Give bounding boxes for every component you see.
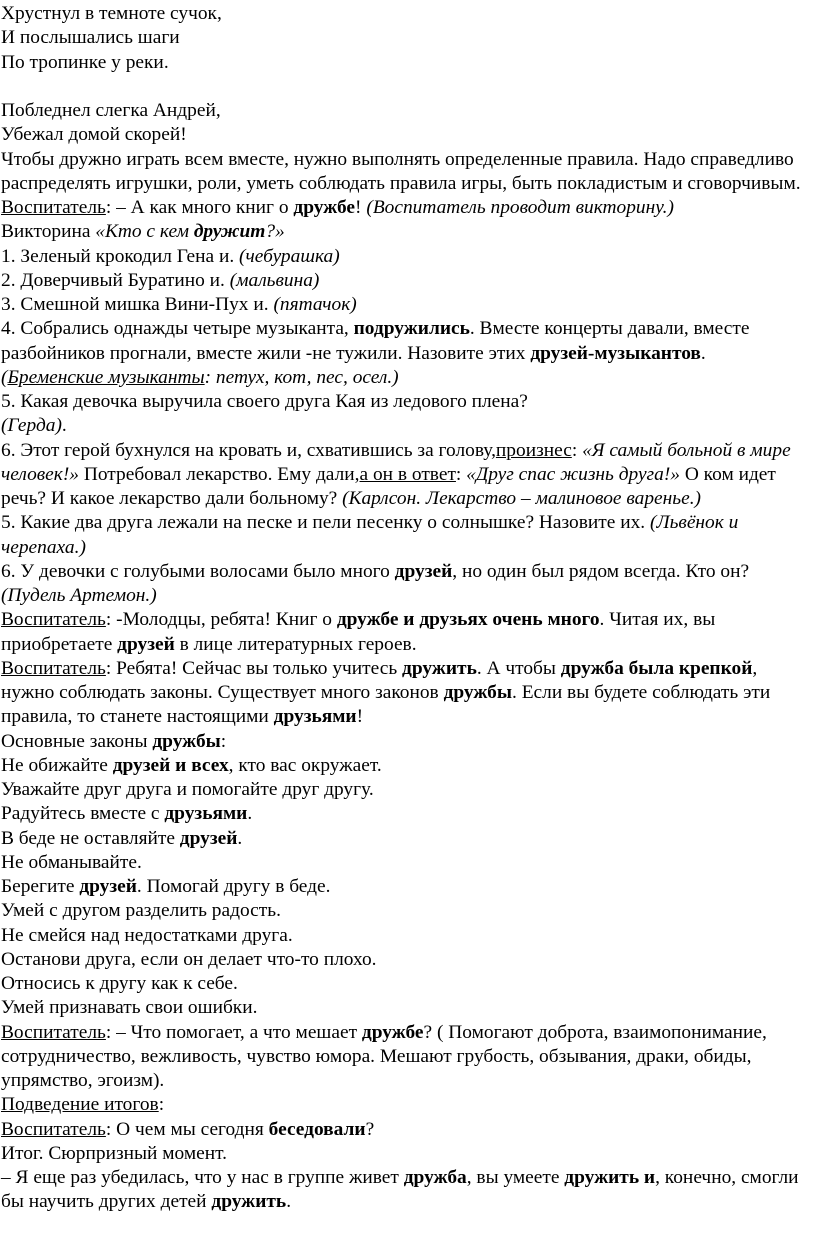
text-run: Воспитатель xyxy=(1,197,106,218)
paragraph xyxy=(1,875,806,899)
text-run: дружить xyxy=(402,657,477,679)
text-run: дружбе xyxy=(361,1021,424,1043)
text-run: 2. Доверчивый Буратино и. xyxy=(1,269,230,291)
paragraph xyxy=(1,196,806,220)
text-run: 3. Смешной мишка Вини-Пух и. xyxy=(1,294,274,315)
text-run: Воспитатель xyxy=(1,609,106,631)
text-run: друзей xyxy=(117,633,175,655)
text-run: дружить и xyxy=(564,1167,656,1188)
text-run: : – А как много книг о xyxy=(105,197,294,218)
text-run: (чебурашка) xyxy=(239,245,340,267)
text-run: (Карлсон. Лекарство – малиновое варенье.) xyxy=(342,488,701,509)
paragraph xyxy=(1,220,806,244)
text-run: Потребовал лекарство. Ему дали, xyxy=(79,463,360,485)
paragraph xyxy=(1,1118,806,1142)
text-run: Умей признавать свои ошибки. xyxy=(1,997,258,1019)
text-run: друзьями xyxy=(273,706,357,728)
text-run: Радуйтесь вместе с xyxy=(1,803,165,825)
text-run: произнес xyxy=(495,439,572,461)
paragraph xyxy=(1,851,806,875)
text-run: 5. Какая девочка выручила своего друга Кая из ледового плена? xyxy=(1,391,528,412)
blank-line xyxy=(1,75,806,99)
text-run: Не обманывайте. xyxy=(1,851,142,873)
text-run: ?» xyxy=(265,221,285,243)
text-run: друзей xyxy=(179,827,238,849)
text-run: Останови друга, если он делает что-то плохо. xyxy=(1,948,377,970)
text-run: 6. Этот герой бухнулся на кровать и, схватившись за голову, xyxy=(1,439,496,461)
poem-block xyxy=(1,2,806,148)
text-run: ( xyxy=(1,366,8,388)
text-run: Уважайте друг друга и помогайте друг другу. xyxy=(1,779,374,800)
text-run: : Ребята! Сейчас вы только учитесь xyxy=(105,657,403,679)
text-run: Бременские музыканты xyxy=(7,366,205,388)
paragraph xyxy=(1,827,806,851)
text-run: Берегите xyxy=(1,876,80,897)
paragraph xyxy=(1,899,806,923)
text-run: Подведение итогов xyxy=(1,1094,159,1116)
text-run: ! xyxy=(355,197,367,218)
text-run: (пятачок) xyxy=(273,294,357,315)
text-run: дружбе xyxy=(293,197,356,218)
text-run: а он в ответ xyxy=(359,463,456,485)
text-run: – Я еще раз убедилась, что у нас в группе живет xyxy=(1,1167,404,1188)
poem-line: По тропинке у реки. xyxy=(1,51,169,73)
text-run: . xyxy=(247,803,253,825)
text-run: дружит xyxy=(193,221,266,243)
paragraph xyxy=(1,924,806,948)
paragraph xyxy=(1,1142,806,1166)
text-run: Воспитатель xyxy=(1,1021,106,1043)
paragraph xyxy=(1,730,806,754)
text-run: : петух, кот, пес, осел.) xyxy=(204,366,399,388)
paragraph xyxy=(1,972,806,996)
text-run: Воспитатель xyxy=(1,657,106,679)
text-run: , но один был рядом всегда. Кто он? xyxy=(452,560,750,582)
paragraph xyxy=(1,511,806,560)
text-run: Основные законы xyxy=(1,730,153,752)
text-run: . Помогай другу в беде. xyxy=(136,876,331,897)
text-run: : О чем мы сегодня xyxy=(105,1118,269,1140)
text-run: дружить xyxy=(211,1191,287,1213)
text-run: : xyxy=(158,1094,165,1116)
text-run: Воспитатель xyxy=(1,1118,106,1140)
text-run: «Друг спас жизнь друга!» xyxy=(466,463,680,485)
text-run: друзей-музыкантов xyxy=(530,342,701,364)
text-run: . Вместе концерты давали, вместе разбойников прогнали, вместе жили -не тужили. Назовите этих xyxy=(1,318,750,364)
text-run: дружбы xyxy=(443,682,512,703)
text-run: дружбе и друзьях очень много xyxy=(336,609,600,631)
paragraph xyxy=(1,996,806,1020)
paragraph xyxy=(1,390,806,414)
text-run: Относись к другу как к себе. xyxy=(1,973,238,994)
text-run: друзьями xyxy=(164,803,248,825)
text-run: подружились xyxy=(353,318,470,340)
text-run: . xyxy=(700,342,706,364)
text-run: (мальвина) xyxy=(229,269,320,291)
text-run: «Кто с кем xyxy=(95,221,194,243)
text-run: Чтобы дружно играть всем вместе, нужно выполнять определенные правила. Надо справедливо распределять игрушки, роли, уметь соблюдать правила игры, быть покладистым и сговорчивым. xyxy=(1,148,801,194)
text-run: Викторина xyxy=(1,221,96,243)
text-run: . xyxy=(237,827,243,849)
paragraph xyxy=(1,1093,806,1117)
text-run: (Львёнок и черепаха.) xyxy=(1,512,739,558)
text-run: . Читая их, вы приобретаете xyxy=(1,609,716,655)
text-run: Итог. Сюрпризный момент. xyxy=(1,1142,227,1164)
paragraph xyxy=(1,317,806,366)
text-run: ? ( Помогают доброта, взаимопонимание, сотрудничество, вежливость, чувство юмора. Мешают грубость, обзывания, драки, обиды, упрямство, эгоизм). xyxy=(1,1021,767,1091)
text-run: Не обижайте xyxy=(1,754,113,776)
text-run: О ком идет речь? И какое лекарство дали больному? xyxy=(1,463,776,509)
paragraph xyxy=(1,148,806,197)
paragraph xyxy=(1,439,806,512)
paragraph xyxy=(1,657,806,730)
paragraph xyxy=(1,778,806,802)
paragraph xyxy=(1,754,806,778)
text-run: : – Что помогает, а что мешает xyxy=(105,1021,362,1043)
poem-line: Хрустнул в темноте сучок, xyxy=(1,3,222,24)
text-run: 4. Собрались однажды четыре музыканта, xyxy=(1,318,354,340)
text-run: : xyxy=(220,730,227,752)
text-run: друзей и всех xyxy=(112,754,229,776)
text-run: 6. У девочки с голубыми волосами было много xyxy=(1,560,395,582)
poem-line: Побледнел слегка Андрей, xyxy=(1,100,221,121)
text-run: В беде не оставляйте xyxy=(1,827,180,849)
text-run: Умей с другом разделить радость. xyxy=(1,900,281,922)
text-run: 1. Зеленый крокодил Гена и. xyxy=(1,245,240,267)
text-run: (Пудель Артемон.) xyxy=(1,585,157,606)
paragraph xyxy=(1,1166,806,1215)
text-run: друзей xyxy=(79,876,137,897)
text-run: . xyxy=(286,1191,292,1213)
text-run: : -Молодцы, ребята! Книг о xyxy=(105,609,337,631)
paragraph xyxy=(1,560,806,609)
poem-line: Убежал домой скорей! xyxy=(1,124,187,146)
paragraph xyxy=(1,366,806,390)
text-run: . xyxy=(61,415,67,437)
paragraph xyxy=(1,245,806,269)
paragraph xyxy=(1,414,806,438)
text-run: ? xyxy=(365,1118,375,1140)
paragraph xyxy=(1,1021,806,1094)
text-run: , вы умеете xyxy=(466,1167,565,1188)
text-run: (Воспитатель проводит викторину.) xyxy=(366,197,674,218)
text-run: , нужно соблюдать законы. Существует много законов xyxy=(1,657,758,703)
text-run: : xyxy=(455,463,467,485)
text-run: дружба xyxy=(403,1167,467,1188)
text-run: дружба была крепкой xyxy=(560,657,753,679)
body-text xyxy=(1,148,806,1215)
paragraph xyxy=(1,948,806,972)
text-run: , кто вас окружает. xyxy=(228,754,382,776)
text-run: дружбы xyxy=(152,730,221,752)
text-run: , конечно, смогли бы научить других детей xyxy=(1,1167,799,1213)
text-run: . Если вы будете соблюдать эти правила, то станете настоящими xyxy=(1,682,771,728)
paragraph xyxy=(1,608,806,657)
text-run: (Герда) xyxy=(1,415,62,437)
text-run: беседовали xyxy=(268,1118,366,1140)
text-run: «Я самый больной в мире человек!» xyxy=(1,439,791,485)
paragraph xyxy=(1,802,806,826)
text-run: 5. Какие два друга лежали на песке и пели песенку о солнышке? Назовите их. xyxy=(1,512,650,534)
text-run: в лице литературных героев. xyxy=(174,633,417,655)
text-run: Не смейся над недостатками друга. xyxy=(1,924,293,946)
paragraph xyxy=(1,269,806,293)
text-run: друзей xyxy=(394,560,453,582)
text-run: : xyxy=(571,439,583,461)
text-run: . А чтобы xyxy=(476,657,561,679)
paragraph xyxy=(1,293,806,317)
text-run: ! xyxy=(356,706,364,728)
poem-line: И послышались шаги xyxy=(1,27,180,49)
